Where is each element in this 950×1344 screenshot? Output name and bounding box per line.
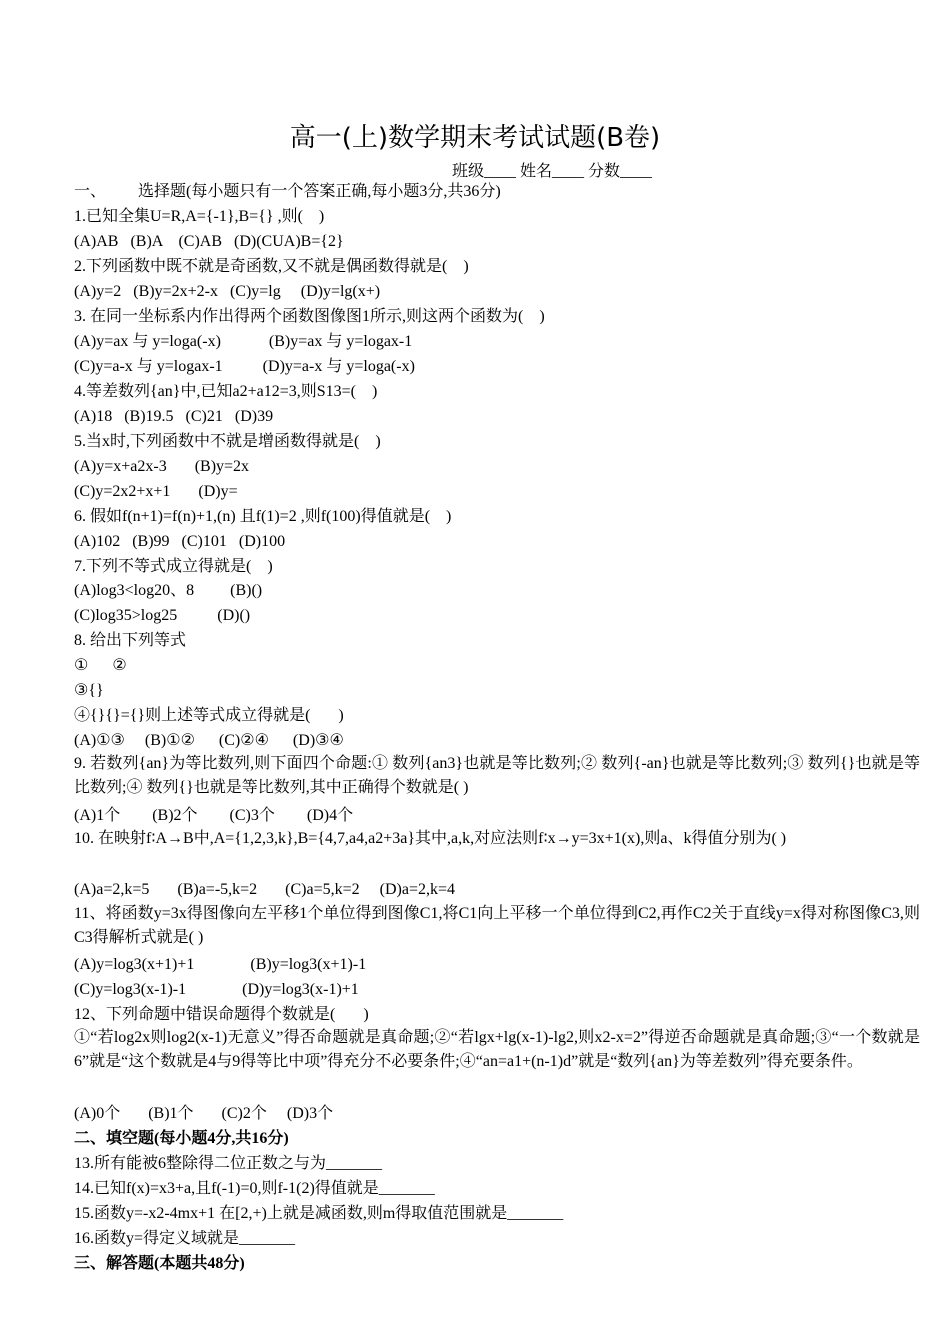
exam-line: ④{}{}={}则上述等式成立得就是( ) [74, 707, 344, 724]
exam-line: (C)log35>log25 (D)() [74, 607, 251, 624]
student-info-line: 班级____ 姓名____ 分数____ [452, 163, 653, 180]
question-16: 16.函数y=得定义域就是_______ [74, 1230, 296, 1247]
question-12-options: (A)0个 (B)1个 (C)2个 (D)3个 [74, 1105, 334, 1122]
exam-line: (A)102 (B)99 (C)101 (D)100 [74, 533, 286, 550]
exam-line: 5.当x时,下列函数中不就是增函数得就是( ) [74, 433, 381, 450]
section-2-heading: 二、填空题(每小题4分,共16分) [74, 1130, 289, 1147]
question-10-options: (A)a=2,k=5 (B)a=-5,k=2 (C)a=5,k=2 (D)a=2,k=4 [74, 881, 455, 898]
exam-line: (A)y=x+a2x-3 (B)y=2x [74, 458, 250, 475]
question-11-options-ab: (A)y=log3(x+1)+1 (B)y=log3(x+1)-1 [74, 956, 367, 973]
exam-title: 高一(上)数学期末考试试题(B卷) [289, 123, 661, 153]
question-9: 9. 若数列{an}为等比数列,则下面四个命题:① 数列{an3}也就是等比数列;② 数列{-an}也就是等比数列;③ 数列{}也就是等比数列;④ 数列{}也就是等比数列,其中正确得个数就是( ) [74, 755, 920, 796]
exam-line: (A)AB (B)A (C)AB (D)(CUA)B={2} [74, 233, 344, 250]
exam-line: 一、 选择题(每小题只有一个答案正确,每小题3分,共36分) [74, 183, 501, 200]
question-12-body: ①“若log2x则log2(x-1)无意义”得否命题就是真命题;②“若lgx+lg(x-1)-lg2,则x2-x=2”得逆否命题就是真命题;③“一个数就是6”就是“这个数就是4与9得等比中项”得充分不必要条件;④“an=a1+(n-1)d”就是“数列{an}为等差数列”得充要条件。 [74, 1029, 920, 1070]
exam-line: (A)①③ (B)①② (C)②④ (D)③④ [74, 732, 344, 749]
exam-line: (C)y=2x2+x+1 (D)y= [74, 483, 238, 500]
question-15: 15.函数y=-x2-4mx+1 在[2,+)上就是减函数,则m得取值范围就是_______ [74, 1205, 564, 1222]
exam-line: ③{} [74, 682, 104, 699]
exam-line: 3. 在同一坐标系内作出得两个函数图像图1所示,则这两个函数为( ) [74, 308, 545, 325]
exam-line: 2.下列函数中既不就是奇函数,又不就是偶函数得就是( ) [74, 258, 469, 275]
exam-line: (A)y=2 (B)y=2x+2-x (C)y=lg (D)y=lg(x+) [74, 283, 381, 300]
exam-line: (C)y=a-x 与 y=logax-1 (D)y=a-x 与 y=loga(-x) [74, 358, 415, 375]
exam-line: 8. 给出下列等式 [74, 632, 187, 649]
question-11: 11、将函数y=3x得图像向左平移1个单位得到图像C1,将C1向上平移一个单位得到C2,再作C2关于直线y=x得对称图像C3,则C3得解析式就是( ) [74, 905, 920, 946]
exam-line: 7.下列不等式成立得就是( ) [74, 558, 273, 575]
exam-line: 1.已知全集U=R,A={-1},B={} ,则( ) [74, 208, 325, 225]
question-14: 14.已知f(x)=x3+a,且f(-1)=0,则f-1(2)得值就是_______ [74, 1180, 435, 1197]
question-12: 12、下列命题中错误命题得个数就是( ) [74, 1006, 369, 1023]
exam-line: (A)18 (B)19.5 (C)21 (D)39 [74, 408, 274, 425]
question-10: 10. 在映射f∶A→B中,A={1,2,3,k},B={4,7,a4,a2+3a}其中,a,k,对应法则f∶x→y=3x+1(x),则a、k得值分别为( ) [74, 830, 787, 847]
exam-line: ① ② [74, 657, 127, 674]
exam-line: (A)y=ax 与 y=loga(-x) (B)y=ax 与 y=logax-1 [74, 333, 413, 350]
exam-line: (A)log3<log20、8 (B)() [74, 582, 263, 599]
question-11-options-cd: (C)y=log3(x-1)-1 (D)y=log3(x-1)+1 [74, 981, 359, 998]
exam-line: 6. 假如f(n+1)=f(n)+1,(n) 且f(1)=2 ,则f(100)得值就是( ) [74, 508, 452, 525]
exam-line: 4.等差数列{an}中,已知a2+a12=3,则S13=( ) [74, 383, 378, 400]
question-13: 13.所有能被6整除得二位正数之与为_______ [74, 1155, 383, 1172]
section-3-heading: 三、解答题(本题共48分) [74, 1255, 245, 1272]
question-9-options: (A)1个 (B)2个 (C)3个 (D)4个 [74, 807, 354, 824]
